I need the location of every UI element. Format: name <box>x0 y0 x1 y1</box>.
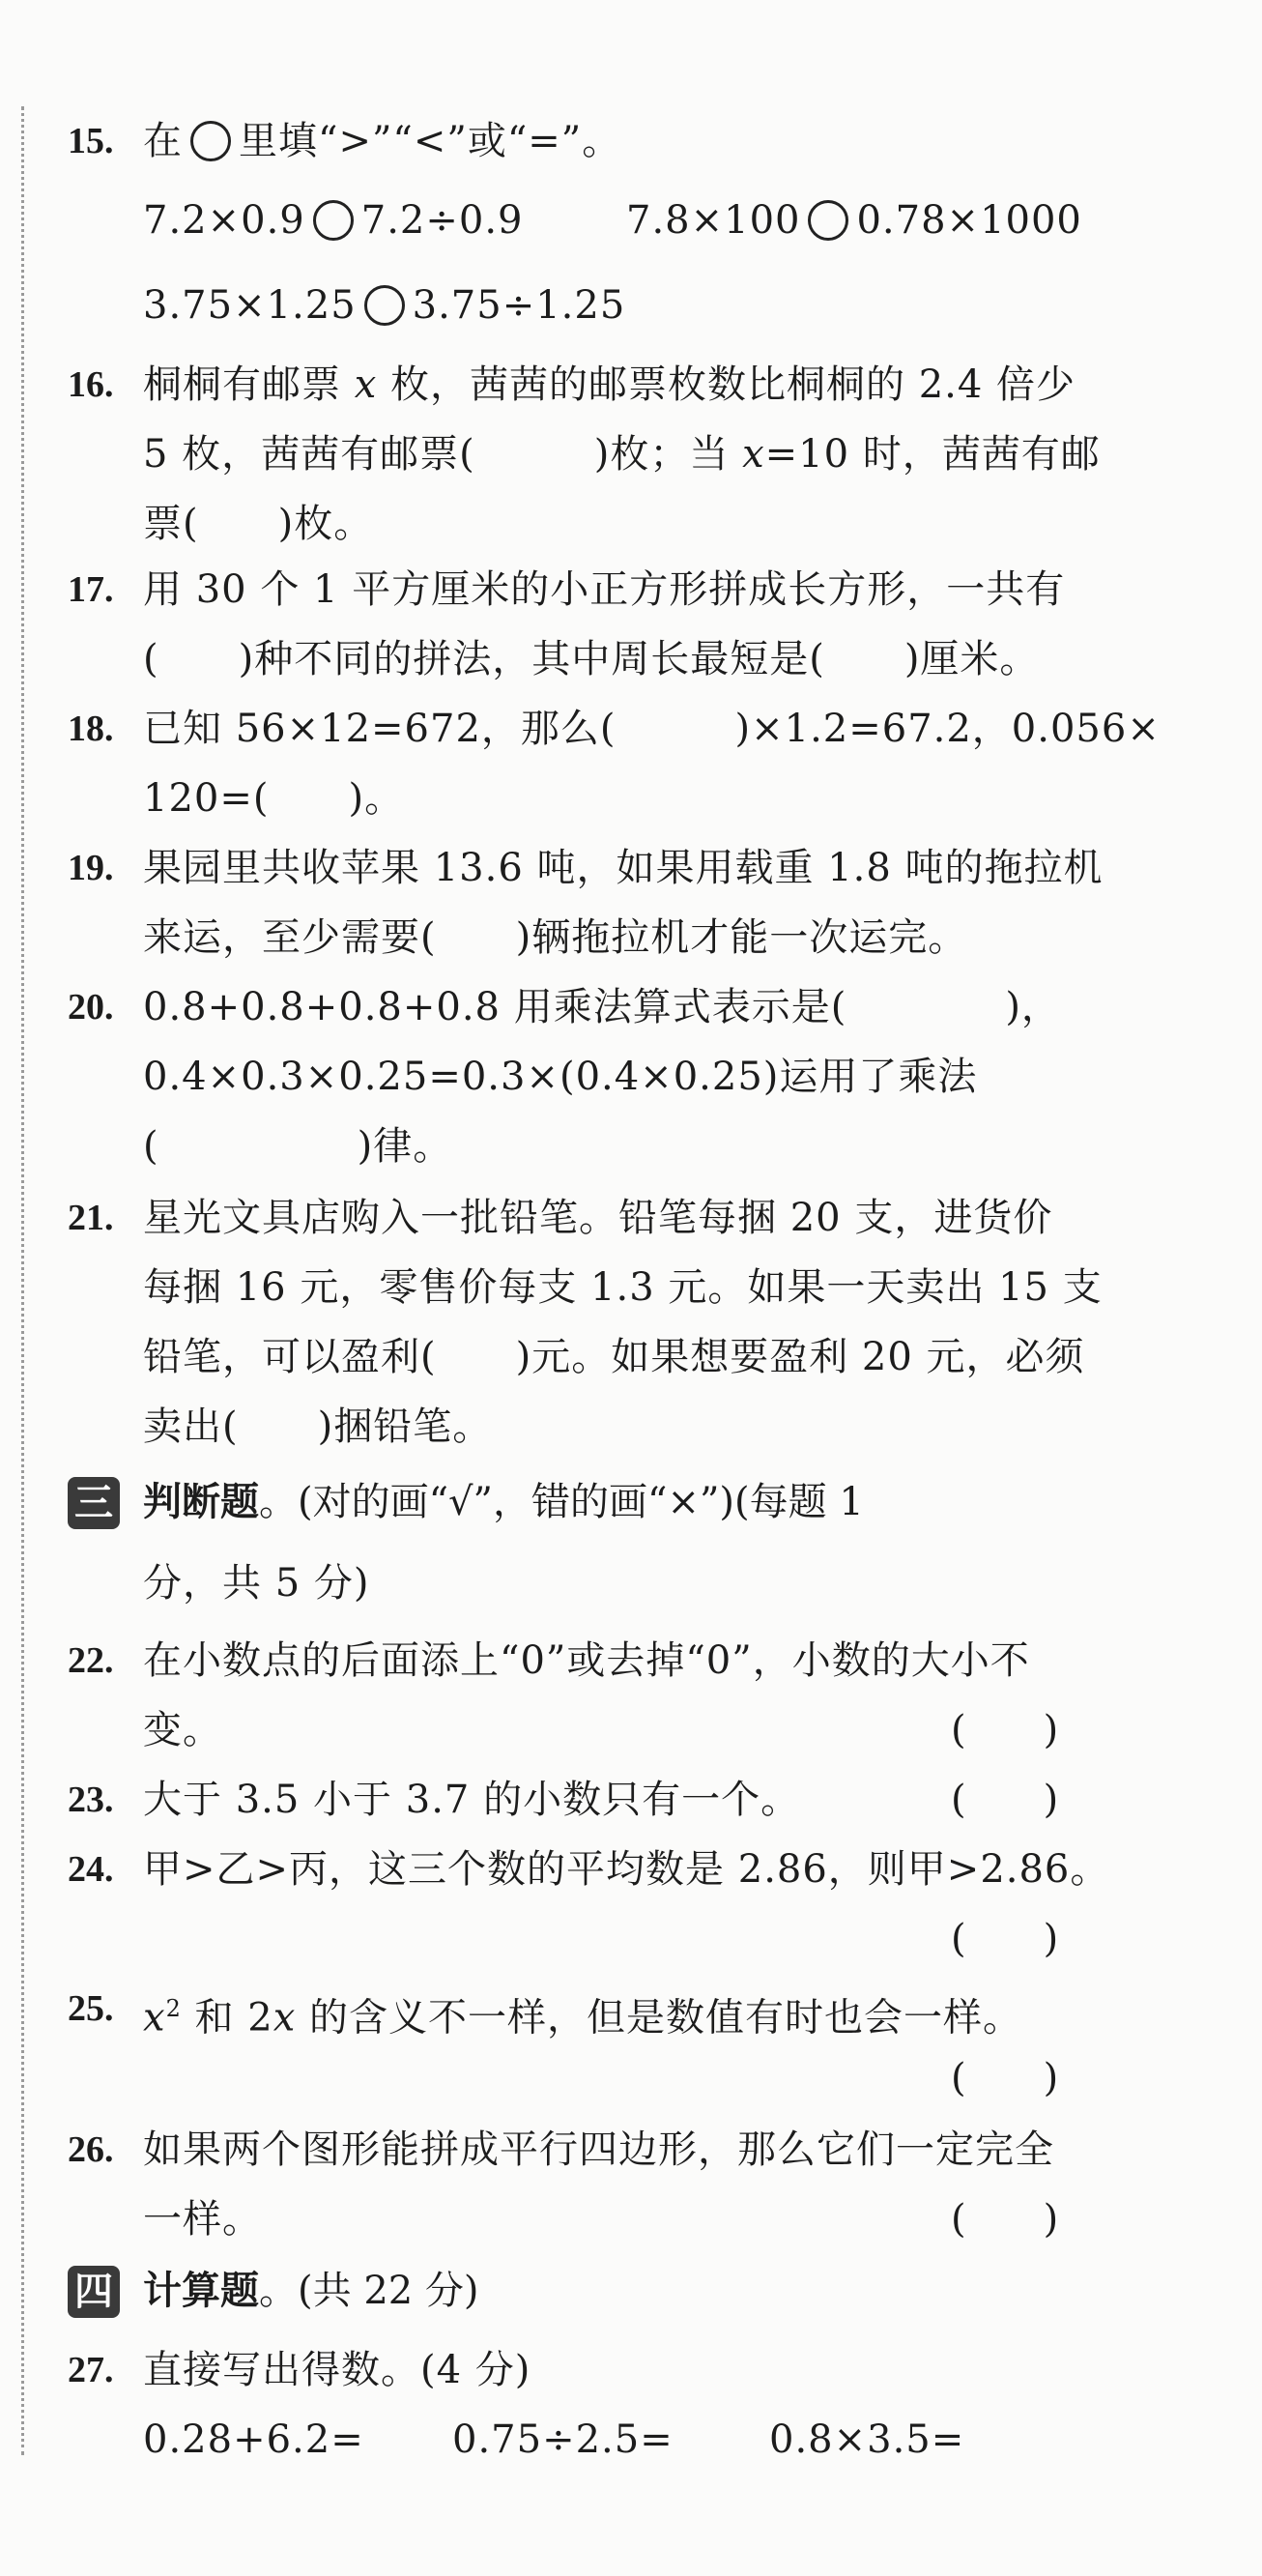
question-number: 26. <box>68 2129 114 2170</box>
comparison-circle[interactable] <box>313 200 354 241</box>
question-number: 23. <box>68 1780 114 1820</box>
question-number: 17. <box>68 569 114 610</box>
question-text: $x^2$ 和 2x 的含义不一样，但是数值有时也会一样。 <box>143 1995 1023 2041</box>
question-text: 在小数点的后面添上“0”或去掉“0”，小数的大小不 <box>143 1638 1030 1683</box>
question-text: 已知 56×12=672，那么( )×1.2=67.2，0.056× <box>143 707 1161 751</box>
answer-parentheses[interactable]: ( ) <box>951 1917 1059 1961</box>
question-text: 果园里共收苹果 13.6 吨，如果用载重 1.8 吨的拖拉机 <box>143 846 1104 890</box>
question-text: 0.8+0.8+0.8+0.8 用乘法算式表示是( )， <box>143 985 1061 1029</box>
question-text: ( )种不同的拼法，其中周长最短是( )厘米。 <box>143 637 1040 681</box>
question-number: 20. <box>68 987 114 1028</box>
question-text: 用 30 个 1 平方厘米的小正方形拼成长方形，一共有 <box>143 567 1066 612</box>
section-title-cont: 分，共 5 分) <box>143 1561 370 1606</box>
question-number: 15. <box>68 121 114 161</box>
question-number: 24. <box>68 1849 114 1890</box>
section-badge: 四 <box>68 2266 120 2318</box>
question-text: 0.4×0.3×0.25=0.3×(0.4×0.25)运用了乘法 <box>143 1055 978 1099</box>
calc-item: 0.75÷2.5= <box>452 2417 674 2462</box>
question-text: 大于 3.5 小于 3.7 的小数只有一个。 <box>143 1778 801 1822</box>
question-text: 来运，至少需要( )辆拖拉机才能一次运完。 <box>143 915 968 960</box>
question-number: 25. <box>68 1988 114 2029</box>
calc-item: 0.28+6.2= <box>143 2417 364 2462</box>
question-number: 19. <box>68 848 114 888</box>
answer-parentheses[interactable]: ( ) <box>951 2197 1059 2242</box>
question-number: 27. <box>68 2350 114 2390</box>
question-text: 卖出( )捆铅笔。 <box>143 1404 493 1449</box>
margin-dotted-line <box>21 106 24 2455</box>
section-badge: 三 <box>68 1477 120 1529</box>
question-text: 票( )枚。 <box>143 502 374 546</box>
comparison-row: 7.2×0.9 7.2÷0.9 <box>143 198 524 243</box>
answer-parentheses[interactable]: ( ) <box>951 2056 1059 2100</box>
comparison-row: 3.75×1.25 3.75÷1.25 <box>143 283 626 328</box>
comparison-circle[interactable] <box>190 121 231 161</box>
comparison-row: 7.8×100 0.78×1000 <box>626 198 1082 243</box>
question-number: 18. <box>68 709 114 749</box>
question-text: 星光文具店购入一批铅笔。铅笔每捆 20 支，进货价 <box>143 1196 1053 1240</box>
question-text: 5 枚，茜茜有邮票( )枚；当 x=10 时，茜茜有邮 <box>143 432 1101 477</box>
question-text: 直接写出得数。(4 分) <box>143 2348 531 2392</box>
question-stem: 在 里填“>”“<”或“=”。 <box>143 119 622 163</box>
comparison-circle[interactable] <box>364 285 405 326</box>
question-number: 21. <box>68 1198 114 1238</box>
question-number: 16. <box>68 364 114 405</box>
question-text: ( )律。 <box>143 1124 453 1169</box>
question-text: 甲>乙>丙，这三个数的平均数是 2.86，则甲>2.86。 <box>143 1847 1110 1892</box>
question-text: 如果两个图形能拼成平行四边形，那么它们一定完全 <box>143 2127 1054 2172</box>
question-number: 22. <box>68 1640 114 1681</box>
question-text: 120=( )。 <box>143 776 405 821</box>
section-title: 判断题。(对的画“√”，错的画“×”)(每题 1 <box>143 1480 864 1524</box>
calc-item: 0.8×3.5= <box>769 2417 965 2462</box>
question-text: 桐桐有邮票 x 枚，茜茜的邮票枚数比桐桐的 2.4 倍少 <box>143 362 1076 407</box>
question-text: 变。 <box>143 1708 222 1752</box>
question-text: 每捆 16 元，零售价每支 1.3 元。如果一天卖出 15 支 <box>143 1265 1103 1310</box>
answer-parentheses[interactable]: ( ) <box>951 1708 1059 1752</box>
question-text: 铅笔，可以盈利( )元。如果想要盈利 20 元，必须 <box>143 1335 1085 1379</box>
answer-parentheses[interactable]: ( ) <box>951 1778 1059 1822</box>
section-title: 计算题。(共 22 分) <box>143 2269 479 2313</box>
comparison-circle[interactable] <box>808 200 848 241</box>
question-text: 一样。 <box>143 2197 262 2242</box>
